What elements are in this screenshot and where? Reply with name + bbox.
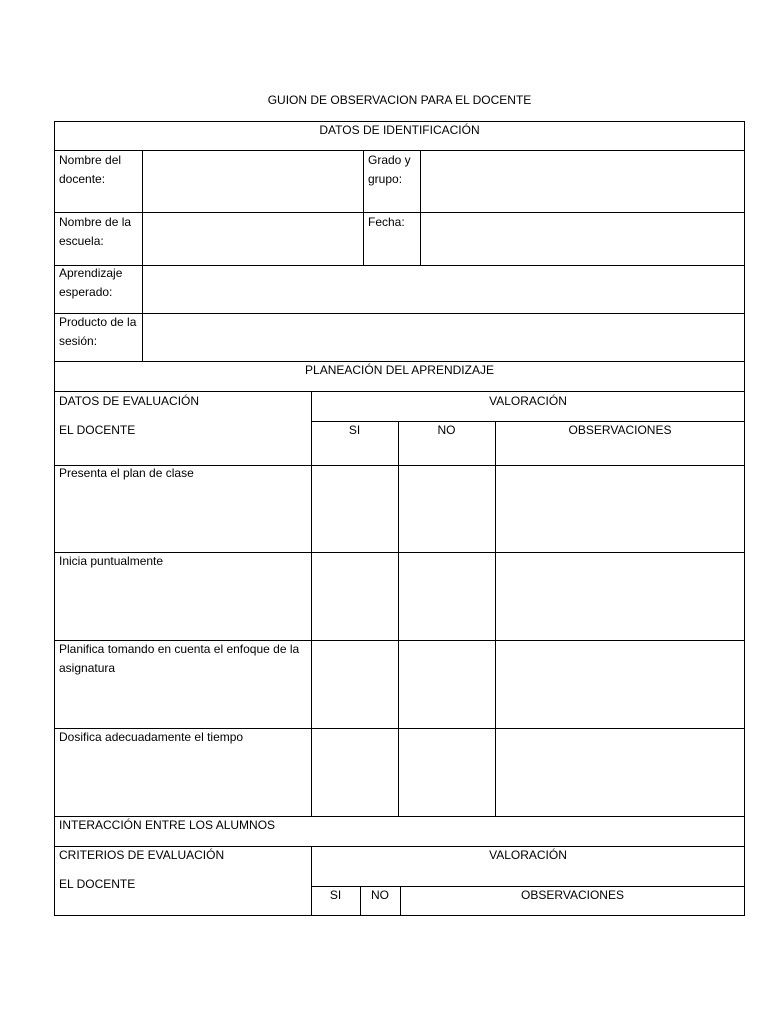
criterion-starts-on-time: Inicia puntualmente xyxy=(59,554,164,568)
si-cell[interactable] xyxy=(313,730,397,815)
no-column-header: NO xyxy=(437,423,456,437)
planning-header: PLANEACIÓN DEL APRENDIZAJE xyxy=(305,363,494,377)
date-field[interactable] xyxy=(422,214,743,264)
criterion-present-plan: Presenta el plan de clase xyxy=(59,466,194,480)
no-cell[interactable] xyxy=(400,642,494,727)
expected-learning-label: Aprendizaje esperado: xyxy=(59,266,123,299)
teacher-header: EL DOCENTE xyxy=(59,423,136,437)
valuation-header: VALORACIÓN xyxy=(489,394,567,408)
si-cell[interactable] xyxy=(313,554,397,639)
no-cell[interactable] xyxy=(400,467,494,551)
evaluation-data-header: DATOS DE EVALUACIÓN xyxy=(59,394,200,408)
valuation-header: VALORACIÓN xyxy=(489,848,567,862)
session-product-label: Producto de la sesión: xyxy=(59,315,137,348)
si-column-header: SI xyxy=(348,423,361,437)
criterion-manages-time: Dosifica adecuadamente el tiempo xyxy=(59,730,244,744)
school-name-field[interactable] xyxy=(144,214,362,264)
identification-header: DATOS DE IDENTIFICACIÓN xyxy=(319,123,480,137)
observations-column-header: OBSERVACIONES xyxy=(521,888,624,902)
session-product-field[interactable] xyxy=(144,315,743,360)
observations-cell[interactable] xyxy=(497,467,743,551)
teacher-header: EL DOCENTE xyxy=(59,877,136,891)
grade-group-field[interactable] xyxy=(422,152,743,211)
criterion-plans-with-approach: Planifica tomando en cuenta el enfoque de la asignatura xyxy=(59,642,300,675)
observations-column-header: OBSERVACIONES xyxy=(568,423,672,437)
si-column-header: SI xyxy=(329,888,342,902)
evaluation-criteria-header: CRITERIOS DE EVALUACIÓN xyxy=(59,848,225,862)
observations-cell[interactable] xyxy=(497,554,743,639)
si-cell[interactable] xyxy=(313,642,397,727)
grade-group-label: Grado y grupo: xyxy=(368,153,411,186)
observations-cell[interactable] xyxy=(497,642,743,727)
no-column-header: NO xyxy=(371,888,389,902)
school-name-label: Nombre de la escuela: xyxy=(59,215,132,248)
date-label: Fecha: xyxy=(368,215,405,229)
teacher-name-label: Nombre del docente: xyxy=(59,153,122,186)
no-cell[interactable] xyxy=(400,730,494,815)
document-title: GUION DE OBSERVACION PARA EL DOCENTE xyxy=(267,93,532,107)
no-cell[interactable] xyxy=(400,554,494,639)
expected-learning-field[interactable] xyxy=(144,267,743,312)
observations-cell[interactable] xyxy=(497,730,743,815)
interaction-header: INTERACCIÓN ENTRE LOS ALUMNOS xyxy=(59,818,276,832)
teacher-name-field[interactable] xyxy=(144,152,362,211)
si-cell[interactable] xyxy=(313,467,397,551)
